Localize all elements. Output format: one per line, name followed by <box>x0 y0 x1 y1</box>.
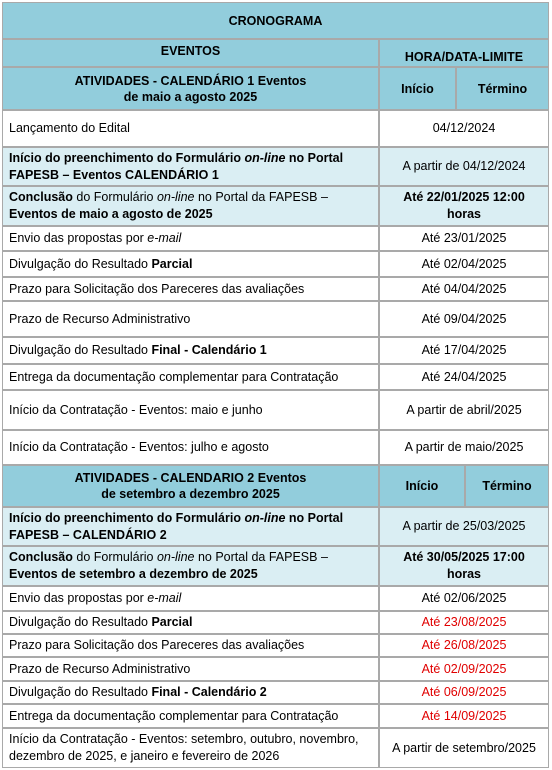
table-row-label: Envio das propostas por e-mail <box>2 586 379 611</box>
table-row-date: Até 23/01/2025 <box>379 226 549 251</box>
table-row-label: Conclusão do Formulário on-line no Portal da FAPESB – Eventos de maio a agosto de 2025 <box>2 186 379 226</box>
table-row-label: Divulgação do Resultado Final - Calendário 2 <box>2 681 379 704</box>
table-row-date: Até 09/04/2025 <box>379 301 549 337</box>
table-row-date: A partir de abril/2025 <box>379 390 549 430</box>
table-row-date: Até 22/01/2025 12:00 horas <box>379 186 549 226</box>
table-row-date: Até 30/05/2025 17:00 horas <box>379 546 549 586</box>
table-row-label: Início do preenchimento do Formulário on-line no Portal FAPESB – CALENDÁRIO 2 <box>2 507 379 546</box>
section1-title-line1: ATIVIDADES - CALENDÁRIO 1 Eventos <box>74 73 307 88</box>
table-row-label: Divulgação do Resultado Parcial <box>2 251 379 277</box>
table-row-label: Prazo de Recurso Administrativo <box>2 301 379 337</box>
table-row-label: Prazo para Solicitação dos Pareceres das avaliações <box>2 277 379 301</box>
section1-termino-header: Término <box>456 67 549 110</box>
table-row-label: Lançamento do Edital <box>2 110 379 147</box>
table-row-date: Até 04/04/2025 <box>379 277 549 301</box>
schedule-title: CRONOGRAMA <box>2 2 549 39</box>
table-row-date: Até 02/06/2025 <box>379 586 549 611</box>
hora-data-limite-header: HORA/DATA-LIMITE <box>379 39 549 67</box>
table-row-label: Entrega da documentação complementar para Contratação <box>2 364 379 390</box>
section2-title-line2: de setembro a dezembro 2025 <box>101 487 280 501</box>
table-row-date: Até 02/09/2025 <box>379 657 549 681</box>
table-row-label: Início da Contratação - Eventos: maio e junho <box>2 390 379 430</box>
section1-title-line2: de maio a agosto 2025 <box>123 89 258 104</box>
table-row-date: Até 24/04/2025 <box>379 364 549 390</box>
section2-title-line1: ATIVIDADES - CALENDARIO 2 Eventos <box>74 471 307 485</box>
eventos-header: EVENTOS <box>2 39 379 67</box>
table-row-date: Até 06/09/2025 <box>379 681 549 704</box>
section2-termino-header: Término <box>465 465 549 507</box>
table-row-date: Até 23/08/2025 <box>379 611 549 634</box>
table-row-label: Prazo para Solicitação dos Pareceres das avaliações <box>2 634 379 657</box>
table-row-label: Prazo de Recurso Administrativo <box>2 657 379 681</box>
table-row-label: Divulgação do Resultado Parcial <box>2 611 379 634</box>
table-row-date: A partir de 04/12/2024 <box>379 147 549 186</box>
table-row-date: Até 17/04/2025 <box>379 337 549 364</box>
table-row-label: Entrega da documentação complementar para Contratação <box>2 704 379 728</box>
table-row-date: Até 02/04/2025 <box>379 251 549 277</box>
table-row-label: Conclusão do Formulário on-line no Portal da FAPESB – Eventos de setembro a dezembro de 2025 <box>2 546 379 586</box>
table-row-date: A partir de 25/03/2025 <box>379 507 549 546</box>
section1-title <box>2 67 379 110</box>
table-row-date: Até 26/08/2025 <box>379 634 549 657</box>
table-row-label: Divulgação do Resultado Final - Calendário 1 <box>2 337 379 364</box>
table-row-label: Envio das propostas por e-mail <box>2 226 379 251</box>
table-row-label: Início do preenchimento do Formulário on-line no Portal FAPESB – Eventos CALENDÁRIO 1 <box>2 147 379 186</box>
table-row-date: A partir de setembro/2025 <box>379 728 549 768</box>
table-row-label: Início da Contratação - Eventos: julho e agosto <box>2 430 379 465</box>
table-row-date: A partir de maio/2025 <box>379 430 549 465</box>
section1-inicio-header: Início <box>379 67 456 110</box>
section2-title <box>2 465 379 507</box>
section2-inicio-header: Início <box>379 465 465 507</box>
table-row-date: 04/12/2024 <box>379 110 549 147</box>
table-row-date: Até 14/09/2025 <box>379 704 549 728</box>
table-row-label: Início da Contratação - Eventos: setembro, outubro, novembro, dezembro de 2025, e janeiro e fevereiro de 2026 <box>2 728 379 768</box>
